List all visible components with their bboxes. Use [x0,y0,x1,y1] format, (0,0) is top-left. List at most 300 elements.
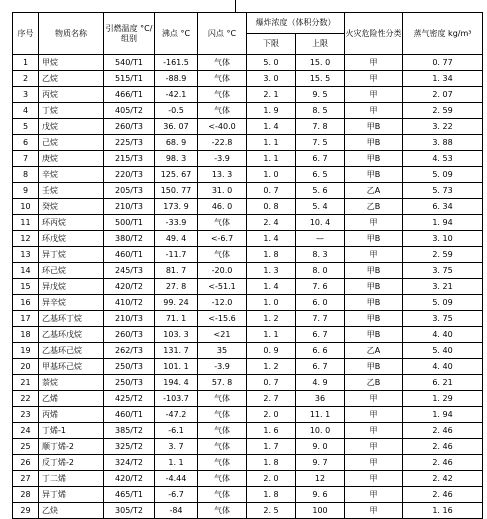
vapor-density-cell: 5. 73 [403,183,483,199]
substance-name-cell: 乙基环戊烷 [39,327,104,343]
flash-point-cell: 气体 [198,487,247,503]
top-tick-mark [235,0,236,12]
boiling-point-cell: 150. 77 [155,183,198,199]
row-number-cell: 11 [13,215,39,231]
table-row [13,343,483,359]
flash-point-cell: <-40.0 [198,119,247,135]
substance-name-cell: 乙基环丁烷 [39,311,104,327]
table-row [13,231,483,247]
fire-hazard-class-cell: 甲 [345,439,403,455]
lower-limit-cell: 1. 0 [247,295,296,311]
fire-hazard-class-cell: 甲B [345,327,403,343]
row-number-cell: 7 [13,151,39,167]
upper-limit-cell: 15. 0 [296,55,345,71]
boiling-point-cell: -84 [155,503,198,519]
boiling-point-cell: -6.7 [155,487,198,503]
flash-point-cell: 气体 [198,471,247,487]
autoignition-temp-cell: 260/T3 [104,327,155,343]
substance-name-cell: 丁烷 [39,103,104,119]
lower-limit-cell: 2. 5 [247,503,296,519]
autoignition-temp-cell: 210/T3 [104,199,155,215]
flash-point-cell: 气体 [198,103,247,119]
vapor-density-cell: 1. 94 [403,407,483,423]
row-number-cell: 13 [13,247,39,263]
vapor-density-cell: 2. 46 [403,455,483,471]
upper-limit-cell: 11. 1 [296,407,345,423]
col-header-name: 物质名称 [39,13,104,55]
upper-limit-cell: 6. 0 [296,295,345,311]
fire-hazard-class-cell: 甲B [345,359,403,375]
boiling-point-cell: -42.1 [155,87,198,103]
flash-point-cell: 气体 [198,391,247,407]
fire-hazard-class-cell: 甲 [345,471,403,487]
col-header-autoignition: 引燃温度 °C/组别 [104,13,155,55]
table-row [13,119,483,135]
vapor-density-cell: 3. 88 [403,135,483,151]
upper-limit-cell: 100 [296,503,345,519]
lower-limit-cell: 1. 0 [247,167,296,183]
autoignition-temp-cell: 500/T1 [104,215,155,231]
table-row [13,375,483,391]
substance-name-cell: 环戊烷 [39,231,104,247]
boiling-point-cell: 103. 3 [155,327,198,343]
lower-limit-cell: 5. 0 [247,55,296,71]
row-number-cell: 5 [13,119,39,135]
lower-limit-cell: 1. 6 [247,423,296,439]
autoignition-temp-cell: 262/T3 [104,343,155,359]
row-number-cell: 6 [13,135,39,151]
upper-limit-cell: 9. 5 [296,87,345,103]
col-header-explosion-limits: 爆炸浓度（体积分数） [247,13,345,34]
upper-limit-cell: 9. 6 [296,487,345,503]
flash-point-cell: 31. 0 [198,183,247,199]
lower-limit-cell: 1. 1 [247,151,296,167]
row-number-cell: 22 [13,391,39,407]
row-number-cell: 28 [13,487,39,503]
autoignition-temp-cell: 425/T2 [104,391,155,407]
row-number-cell: 4 [13,103,39,119]
row-number-cell: 10 [13,199,39,215]
flash-point-cell: 气体 [198,423,247,439]
autoignition-temp-cell: 540/T1 [104,55,155,71]
lower-limit-cell: 1. 1 [247,135,296,151]
substance-name-cell: 异辛烷 [39,295,104,311]
flash-point-cell: 13. 3 [198,167,247,183]
row-number-cell: 14 [13,263,39,279]
fire-hazard-class-cell: 甲B [345,167,403,183]
lower-limit-cell: 1. 2 [247,359,296,375]
table-row [13,503,483,519]
lower-limit-cell: 2. 1 [247,87,296,103]
flash-point-cell: <-6.7 [198,231,247,247]
flash-point-cell: -12.0 [198,295,247,311]
row-number-cell: 8 [13,167,39,183]
autoignition-temp-cell: 215/T3 [104,151,155,167]
row-number-cell: 16 [13,295,39,311]
upper-limit-cell: 6. 7 [296,327,345,343]
properties-table [12,12,483,519]
vapor-density-cell: 4. 40 [403,327,483,343]
upper-limit-cell: 7. 8 [296,119,345,135]
vapor-density-cell: 3. 75 [403,311,483,327]
upper-limit-cell: 6. 7 [296,359,345,375]
upper-limit-cell: 7. 7 [296,311,345,327]
substance-name-cell: 环丙烷 [39,215,104,231]
lower-limit-cell: 1. 4 [247,231,296,247]
boiling-point-cell: -4.44 [155,471,198,487]
table-row [13,279,483,295]
flash-point-cell: 气体 [198,407,247,423]
upper-limit-cell: 9. 0 [296,439,345,455]
autoignition-temp-cell: 225/T3 [104,135,155,151]
substance-name-cell: 丙烷 [39,87,104,103]
vapor-density-cell: 4. 40 [403,359,483,375]
autoignition-temp-cell: 515/T1 [104,71,155,87]
vapor-density-cell: 3. 21 [403,279,483,295]
col-header-no: 序号 [13,13,39,55]
upper-limit-cell: 5. 4 [296,199,345,215]
row-number-cell: 1 [13,55,39,71]
lower-limit-cell: 1. 4 [247,119,296,135]
row-number-cell: 17 [13,311,39,327]
lower-limit-cell: 1. 8 [247,487,296,503]
fire-hazard-class-cell: 乙B [345,375,403,391]
lower-limit-cell: 1. 1 [247,327,296,343]
substance-name-cell: 萘烷 [39,375,104,391]
boiling-point-cell: 125. 67 [155,167,198,183]
row-number-cell: 2 [13,71,39,87]
autoignition-temp-cell: 410/T2 [104,295,155,311]
row-number-cell: 9 [13,183,39,199]
vapor-density-cell: 4. 53 [403,151,483,167]
row-number-cell: 15 [13,279,39,295]
col-header-vapor-density: 蒸气密度 kg/m³ [403,13,483,55]
flash-point-cell: 35 [198,343,247,359]
autoignition-temp-cell: 324/T2 [104,455,155,471]
flash-point-cell: 气体 [198,55,247,71]
boiling-point-cell: 99. 24 [155,295,198,311]
fire-hazard-class-cell: 甲 [345,103,403,119]
vapor-density-cell: 6. 34 [403,199,483,215]
vapor-density-cell: 2. 59 [403,247,483,263]
flash-point-cell: 46. 0 [198,199,247,215]
substance-name-cell: 乙炔 [39,503,104,519]
vapor-density-cell: 2. 46 [403,487,483,503]
row-number-cell: 12 [13,231,39,247]
boiling-point-cell: 71. 1 [155,311,198,327]
boiling-point-cell: -47.2 [155,407,198,423]
vapor-density-cell: 1. 94 [403,215,483,231]
substance-name-cell: 异丁烷 [39,247,104,263]
row-number-cell: 26 [13,455,39,471]
vapor-density-cell: 3. 22 [403,119,483,135]
boiling-point-cell: -161.5 [155,55,198,71]
lower-limit-cell: 1. 7 [247,439,296,455]
boiling-point-cell: 101. 1 [155,359,198,375]
boiling-point-cell: 131. 7 [155,343,198,359]
col-header-fire-hazard: 火灾危险性分类 [345,13,403,55]
autoignition-temp-cell: 325/T2 [104,439,155,455]
autoignition-temp-cell: 385/T2 [104,423,155,439]
fire-hazard-class-cell: 乙A [345,183,403,199]
autoignition-temp-cell: 420/T2 [104,279,155,295]
vapor-density-cell: 5. 09 [403,295,483,311]
table-row [13,407,483,423]
row-number-cell: 21 [13,375,39,391]
lower-limit-cell: 0. 9 [247,343,296,359]
vapor-density-cell: 2. 46 [403,439,483,455]
table-row [13,311,483,327]
vapor-density-cell: 3. 75 [403,263,483,279]
substance-name-cell: 庚烷 [39,151,104,167]
vapor-density-cell: 0. 77 [403,55,483,71]
substance-name-cell: 辛烷 [39,167,104,183]
fire-hazard-class-cell: 甲B [345,151,403,167]
autoignition-temp-cell: 210/T3 [104,311,155,327]
table-row [13,439,483,455]
autoignition-temp-cell: 250/T3 [104,359,155,375]
autoignition-temp-cell: 245/T3 [104,263,155,279]
vapor-density-cell: 2. 46 [403,423,483,439]
autoignition-temp-cell: 460/T1 [104,247,155,263]
autoignition-temp-cell: 220/T3 [104,167,155,183]
fire-hazard-class-cell: 甲 [345,407,403,423]
row-number-cell: 24 [13,423,39,439]
table-body [13,55,483,519]
substance-name-cell: 丁二烯 [39,471,104,487]
boiling-point-cell: 173. 9 [155,199,198,215]
row-number-cell: 27 [13,471,39,487]
upper-limit-cell: 9. 7 [296,455,345,471]
vapor-density-cell: 5. 09 [403,167,483,183]
vapor-density-cell: 1. 34 [403,71,483,87]
flash-point-cell: <-15.6 [198,311,247,327]
upper-limit-cell: 6. 6 [296,343,345,359]
col-header-boiling-point: 沸点 °C [155,13,198,55]
upper-limit-cell: 8. 3 [296,247,345,263]
row-number-cell: 23 [13,407,39,423]
fire-hazard-class-cell: 甲 [345,215,403,231]
substance-name-cell: 己烷 [39,135,104,151]
vapor-density-cell: 5. 40 [403,343,483,359]
autoignition-temp-cell: 260/T3 [104,119,155,135]
fire-hazard-class-cell: 甲B [345,119,403,135]
fire-hazard-class-cell: 甲B [345,263,403,279]
vapor-density-cell: 3. 10 [403,231,483,247]
vapor-density-cell: 2. 07 [403,87,483,103]
upper-limit-cell: 15. 5 [296,71,345,87]
boiling-point-cell: -11.7 [155,247,198,263]
substance-name-cell: 癸烷 [39,199,104,215]
fire-hazard-class-cell: 甲B [345,135,403,151]
table-row [13,263,483,279]
boiling-point-cell: -103.7 [155,391,198,407]
flash-point-cell: 57. 8 [198,375,247,391]
table-row [13,199,483,215]
upper-limit-cell: 5. 6 [296,183,345,199]
col-header-flash-point: 闪点 °C [198,13,247,55]
boiling-point-cell: 194. 4 [155,375,198,391]
flash-point-cell: 气体 [198,215,247,231]
flash-point-cell: 气体 [198,503,247,519]
upper-limit-cell: 10. 4 [296,215,345,231]
fire-hazard-class-cell: 甲B [345,231,403,247]
table-row [13,183,483,199]
upper-limit-cell: 6. 7 [296,151,345,167]
fire-hazard-class-cell: 甲 [345,503,403,519]
table-row [13,471,483,487]
lower-limit-cell: 1. 9 [247,103,296,119]
table-header [13,13,483,55]
table-row [13,167,483,183]
substance-name-cell: 丁烯-1 [39,423,104,439]
vapor-density-cell: 6. 21 [403,375,483,391]
autoignition-temp-cell: 205/T3 [104,183,155,199]
upper-limit-cell: 12 [296,471,345,487]
lower-limit-cell: 3. 0 [247,71,296,87]
substance-name-cell: 戊烷 [39,119,104,135]
fire-hazard-class-cell: 乙B [345,199,403,215]
lower-limit-cell: 0. 8 [247,199,296,215]
table-row [13,103,483,119]
substance-name-cell: 甲基环己烷 [39,359,104,375]
boiling-point-cell: 3. 7 [155,439,198,455]
boiling-point-cell: -33.9 [155,215,198,231]
row-number-cell: 29 [13,503,39,519]
lower-limit-cell: 1. 8 [247,455,296,471]
vapor-density-cell: 2. 42 [403,471,483,487]
substance-name-cell: 甲烷 [39,55,104,71]
table-row [13,327,483,343]
upper-limit-cell: 8. 0 [296,263,345,279]
fire-hazard-class-cell: 乙A [345,343,403,359]
row-number-cell: 3 [13,87,39,103]
flash-point-cell: 气体 [198,87,247,103]
autoignition-temp-cell: 466/T1 [104,87,155,103]
substance-name-cell: 乙烯 [39,391,104,407]
boiling-point-cell: 98. 3 [155,151,198,167]
flash-point-cell: 气体 [198,71,247,87]
lower-limit-cell: 2. 0 [247,471,296,487]
flash-point-cell: -20.0 [198,263,247,279]
table-row [13,295,483,311]
fire-hazard-class-cell: 甲B [345,279,403,295]
substance-name-cell: 乙烷 [39,71,104,87]
fire-hazard-class-cell: 甲 [345,487,403,503]
fire-hazard-class-cell: 甲 [345,87,403,103]
fire-hazard-class-cell: 甲B [345,295,403,311]
flash-point-cell: -22.8 [198,135,247,151]
table-row [13,359,483,375]
row-number-cell: 18 [13,327,39,343]
flash-point-cell: 气体 [198,455,247,471]
boiling-point-cell: 68. 9 [155,135,198,151]
autoignition-temp-cell: 460/T1 [104,407,155,423]
col-header-upper-limit: 上限 [296,34,345,55]
upper-limit-cell: 4. 9 [296,375,345,391]
fire-hazard-class-cell: 甲 [345,423,403,439]
boiling-point-cell: 27. 8 [155,279,198,295]
table-row [13,247,483,263]
substance-name-cell: 壬烷 [39,183,104,199]
autoignition-temp-cell: 305/T2 [104,503,155,519]
table-row [13,55,483,71]
upper-limit-cell: 7. 5 [296,135,345,151]
boiling-point-cell: -6.1 [155,423,198,439]
table-row [13,135,483,151]
flash-point-cell: -3.9 [198,151,247,167]
lower-limit-cell: 1. 2 [247,311,296,327]
upper-limit-cell: — [296,231,345,247]
flash-point-cell: 气体 [198,439,247,455]
table-row [13,87,483,103]
table-row [13,151,483,167]
autoignition-temp-cell: 380/T2 [104,231,155,247]
lower-limit-cell: 2. 0 [247,407,296,423]
boiling-point-cell: -88.9 [155,71,198,87]
fire-hazard-class-cell: 甲 [345,455,403,471]
upper-limit-cell: 6. 5 [296,167,345,183]
flash-point-cell: <21 [198,327,247,343]
boiling-point-cell: 81. 7 [155,263,198,279]
lower-limit-cell: 1. 8 [247,247,296,263]
autoignition-temp-cell: 405/T2 [104,103,155,119]
table-row [13,455,483,471]
flash-point-cell: <-51.1 [198,279,247,295]
substance-name-cell: 丙烯 [39,407,104,423]
substance-name-cell: 异戊烷 [39,279,104,295]
vapor-density-cell: 2. 59 [403,103,483,119]
lower-limit-cell: 2. 7 [247,391,296,407]
substance-name-cell: 异丁烯 [39,487,104,503]
fire-hazard-class-cell: 甲 [345,55,403,71]
row-number-cell: 19 [13,343,39,359]
vapor-density-cell: 1. 29 [403,391,483,407]
boiling-point-cell: 49. 4 [155,231,198,247]
upper-limit-cell: 36 [296,391,345,407]
col-header-lower-limit: 下限 [247,34,296,55]
row-number-cell: 25 [13,439,39,455]
boiling-point-cell: 36. 07 [155,119,198,135]
autoignition-temp-cell: 250/T3 [104,375,155,391]
autoignition-temp-cell: 465/T1 [104,487,155,503]
flash-point-cell: 气体 [198,247,247,263]
table-row [13,487,483,503]
row-number-cell: 20 [13,359,39,375]
lower-limit-cell: 1. 4 [247,279,296,295]
fire-hazard-class-cell: 甲 [345,71,403,87]
upper-limit-cell: 7. 6 [296,279,345,295]
lower-limit-cell: 1. 3 [247,263,296,279]
table-row [13,423,483,439]
vapor-density-cell: 1. 16 [403,503,483,519]
autoignition-temp-cell: 420/T2 [104,471,155,487]
substance-name-cell: 环己烷 [39,263,104,279]
boiling-point-cell: -0.5 [155,103,198,119]
substance-name-cell: 反丁烯-2 [39,455,104,471]
table-row [13,215,483,231]
upper-limit-cell: 8. 5 [296,103,345,119]
table-row [13,71,483,87]
lower-limit-cell: 2. 4 [247,215,296,231]
substance-name-cell: 顺丁烯-2 [39,439,104,455]
substance-name-cell: 乙基环己烷 [39,343,104,359]
boiling-point-cell: 1. 1 [155,455,198,471]
table-row [13,391,483,407]
fire-hazard-class-cell: 甲B [345,311,403,327]
flash-point-cell: -3.9 [198,359,247,375]
fire-hazard-class-cell: 甲 [345,247,403,263]
